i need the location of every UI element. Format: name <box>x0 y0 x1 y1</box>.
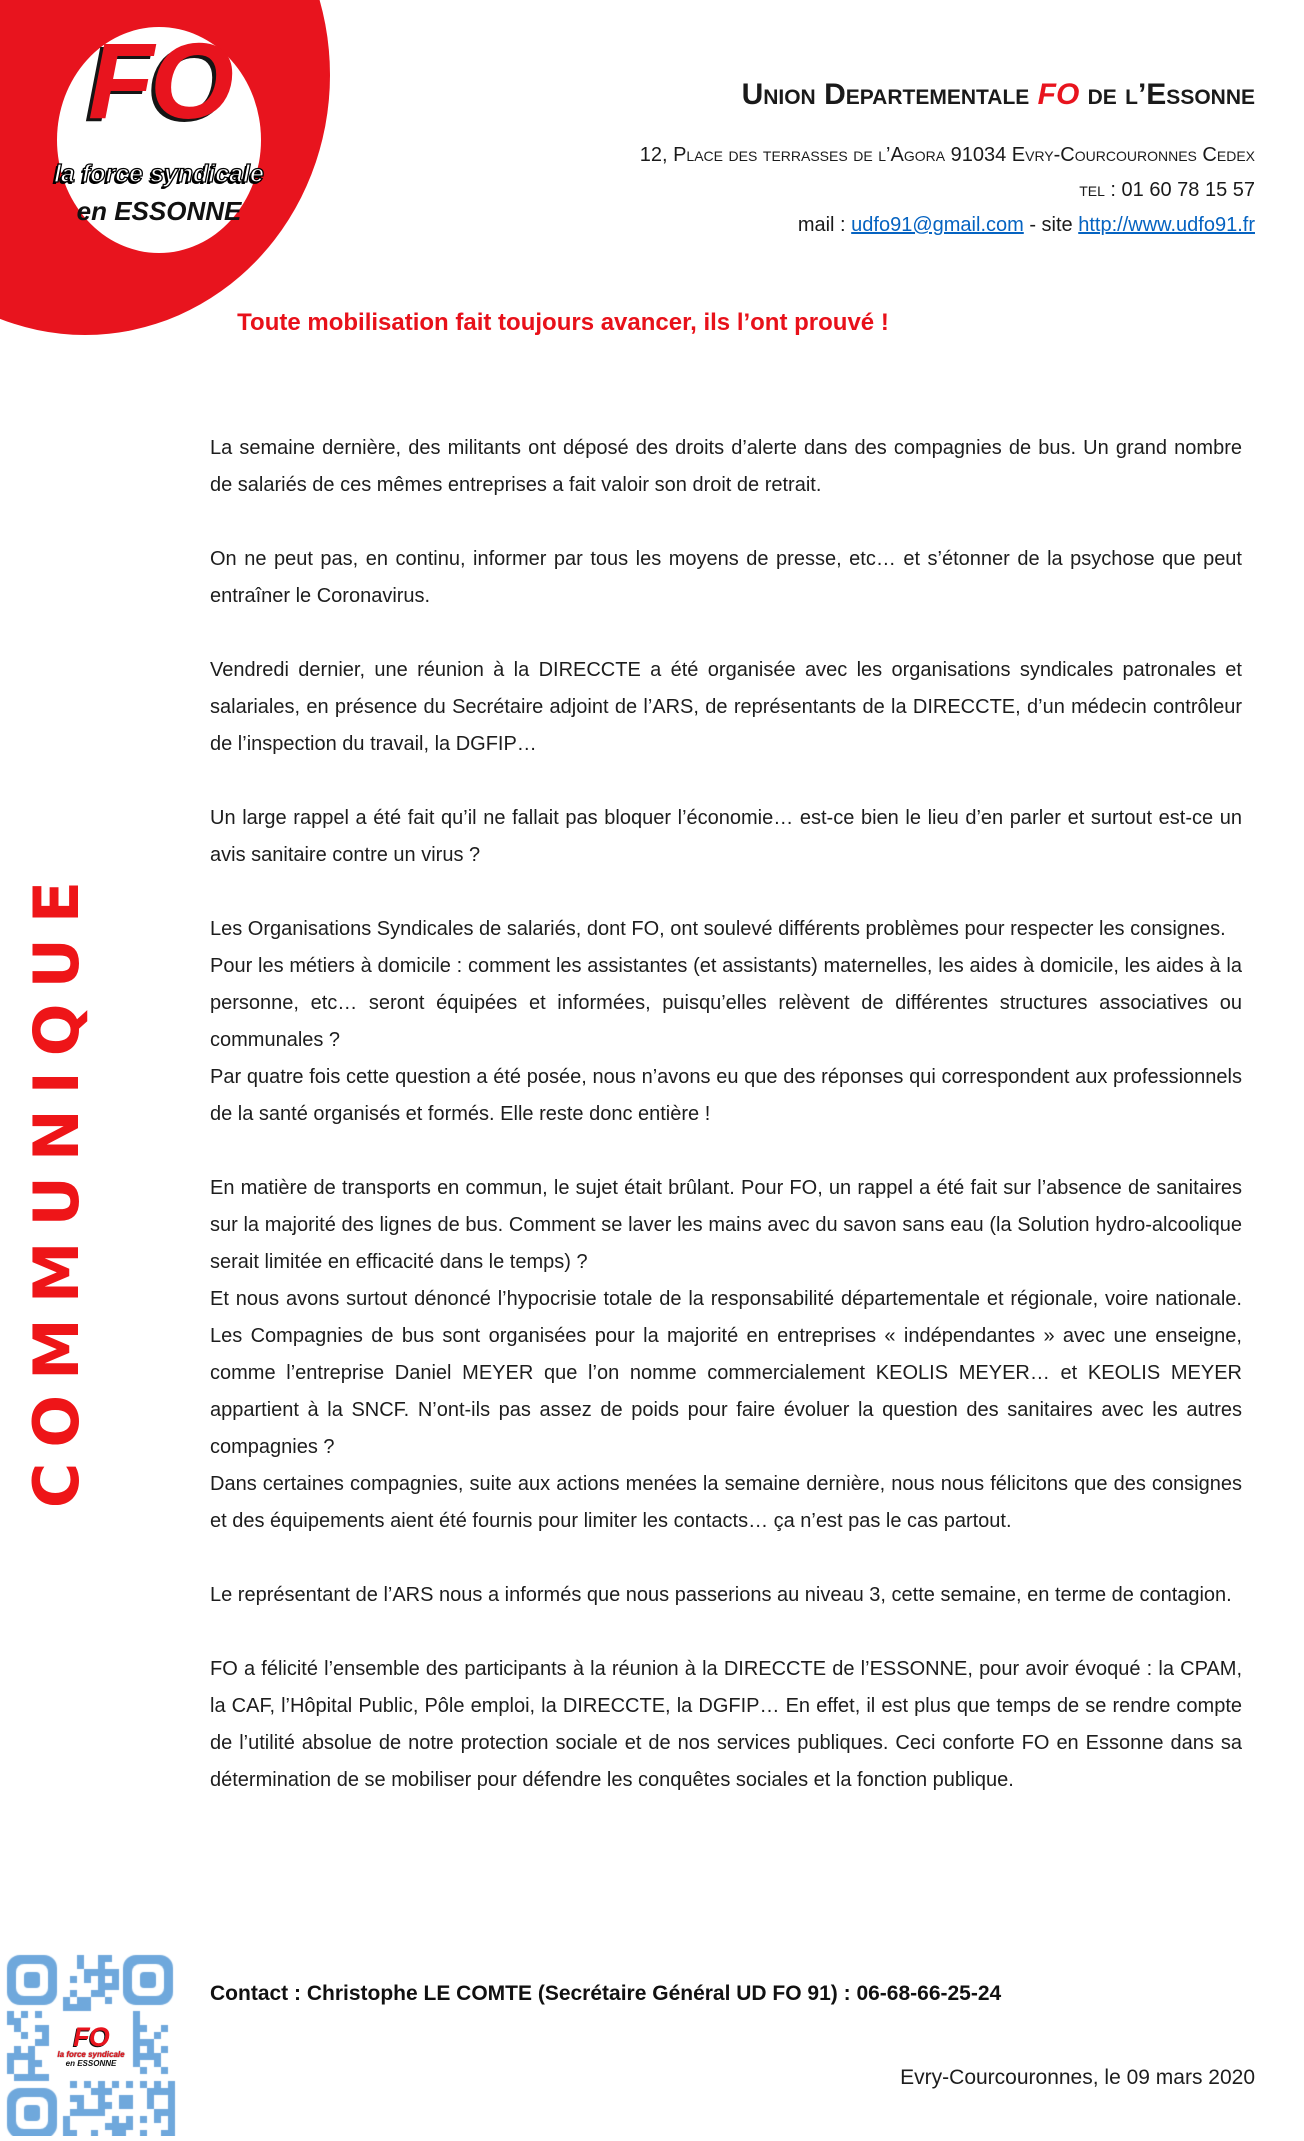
address-line: 12, Place des terrasses de l’Agora 91034 Evry-Courcouronnes Cedex <box>639 144 1255 166</box>
org-title <box>425 78 1255 112</box>
qr-fo-region: en ESSONNE <box>65 2058 117 2068</box>
paragraph: Un large rappel a été fait qu’il ne fallait pas bloquer l’économie… est-ce bien le lieu d’en parler et surtout est-ce un avis sanitaire contre un virus ? <box>210 807 1242 866</box>
org-title-prefix: Union Departementale <box>741 78 1038 111</box>
paragraph-block <box>210 541 1242 615</box>
paragraph: Le représentant de l’ARS nous a informés que nous passerions au niveau 3, cette semaine, en terme de contagion. <box>210 1584 1232 1606</box>
mail-label: mail : <box>797 214 852 236</box>
paragraph: Pour les métiers à domicile : comment les assistantes (et assistants) maternelles, les aides à domicile, les aides à la personne, etc… seront équipées et informées, puisqu’elles relèvent de différentes structures associatives ou communales ? <box>210 955 1242 1051</box>
paragraph: La semaine dernière, des militants ont déposé des droits d’alerte dans des compagnies de bus. Un grand nombre de salariés de ces mêmes entreprises a fait valoir son droit de retrait. <box>210 437 1242 496</box>
paragraph: On ne peut pas, en continu, informer par tous les moyens de presse, etc… et s’étonner de la psychose que peut entraîner le Coronavirus. <box>210 548 1242 607</box>
paragraph: Les Organisations Syndicales de salariés, dont FO, ont soulevé différents problèmes pour respecter les consignes. <box>210 918 1226 940</box>
paragraph-block <box>210 800 1242 874</box>
paragraph-block <box>210 430 1242 504</box>
paragraph: Dans certaines compagnies, suite aux actions menées la semaine dernière, nous nous félicitons que des consignes et des équipements aient été fournis pour limiter les contacts… ça n’est pas le cas partout. <box>210 1473 1242 1532</box>
dateline: Evry-Courcouronnes, le 09 mars 2020 <box>900 2066 1255 2089</box>
contact-line: Contact : Christophe LE COMTE (Secrétaire Général UD FO 91) : 06-68-66-25-24 <box>210 1982 1002 2005</box>
paragraph-block <box>210 1170 1242 1540</box>
paragraph-block <box>210 1577 1242 1614</box>
banner-title: Toute mobilisation fait toujours avancer, ils l’ont prouvé ! <box>237 309 889 336</box>
qr-center-logo <box>52 2012 130 2080</box>
qr-fo-tagline: la force syndicale <box>57 2049 125 2059</box>
mail-site-line <box>425 208 1255 243</box>
fo-logo-tagline: la force syndicale <box>54 160 264 188</box>
paragraph-block <box>210 652 1242 763</box>
paragraph: Vendredi dernier, une réunion à la DIRECCTE a été organisée avec les organisations syndicales patronales et salariales, en présence du Secrétaire adjoint de l’ARS, de représentants de la DIRECCTE, d’un médecin contrôleur de l’inspection du travail, la DGFIP… <box>210 659 1242 755</box>
site-label: - site <box>1023 214 1079 236</box>
header <box>425 78 1255 243</box>
paragraph-block <box>210 1651 1242 1799</box>
paragraph: Et nous avons surtout dénoncé l’hypocrisie totale de la responsabilité départementale et régionale, voire nationale. Les Compagnies de bus sont organisées pour la majorité en entreprises « indépendantes » avec une enseigne, comme l’entreprise Daniel MEYER que l’on nomme commercialement KEOLIS MEYER… et KEOLIS MEYER appartient à la SNCF. N’ont-ils pas assez de poids pour faire évoluer la question des sanitaires avec les autres compagnies ? <box>210 1288 1242 1458</box>
vertical-communique-label: COMMUNIQUE <box>20 865 93 1509</box>
fo-logo-region: en ESSONNE <box>76 196 242 226</box>
org-title-suffix: de l’Essonne <box>1079 78 1255 111</box>
qr-fo-logo: FO <box>73 2021 109 2052</box>
fo-logo: FO <box>88 20 230 141</box>
paragraph: Par quatre fois cette question a été posée, nous n’avons eu que des réponses qui correspondent aux professionnels de la santé organisés et formés. Elle reste donc entière ! <box>210 1066 1242 1125</box>
paragraph-block <box>210 911 1242 1133</box>
website-link[interactable]: http://www.udfo91.fr <box>1078 214 1255 236</box>
body-text <box>210 430 1242 1836</box>
email-link[interactable]: udfo91@gmail.com <box>851 214 1024 236</box>
phone-line: tel : 01 60 78 15 57 <box>1079 179 1255 201</box>
org-title-fo: FO <box>1037 78 1080 111</box>
paragraph: En matière de transports en commun, le sujet était brûlant. Pour FO, un rappel a été fait sur l’absence de sanitaires sur la majorité des lignes de bus. Comment se laver les mains avec du savon sans eau (la Solution hydro-alcoolique serait limitée en efficacité dans le temps) ? <box>210 1177 1242 1273</box>
paragraph: FO a félicité l’ensemble des participants à la réunion à la DIRECCTE de l’ESSONNE, pour avoir évoqué : la CPAM, la CAF, l’Hôpital Public, Pôle emploi, la DIRECCTE, la DGFIP… En effet, il est plus que temps de se rendre compte de l’utilité absolue de notre protection sociale et de nos services publiques. Ceci conforte FO en Essonne dans sa détermination de se mobiliser pour défendre les conquêtes sociales et la fonction publique. <box>210 1658 1242 1791</box>
